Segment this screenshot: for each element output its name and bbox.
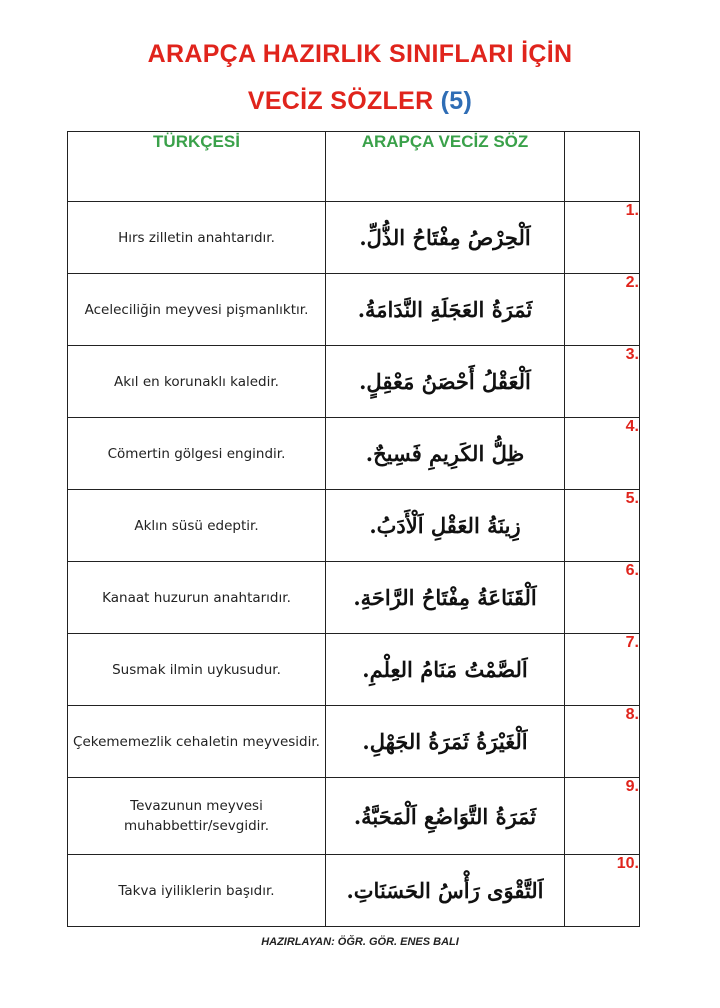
column-header-number xyxy=(565,132,640,202)
row-number: 6. xyxy=(565,562,640,634)
turkish-cell: Susmak ilmin uykusudur. xyxy=(68,634,326,706)
arabic-cell: ثَمَرَةُ التَّوَاضُعِ اَلْمَحَبَّةُ. xyxy=(326,778,565,855)
table-header-row xyxy=(68,132,640,202)
turkish-cell: Akıl en korunaklı kaledir. xyxy=(68,346,326,418)
table-row xyxy=(68,274,640,346)
arabic-cell: زِينَةُ العَقْلِ اَلْأَدَبُ. xyxy=(326,490,565,562)
column-header-arabic: ARAPÇA VECİZ SÖZ xyxy=(326,132,565,202)
title-text-line-1: ARAPÇA HAZIRLIK SINIFLARI İÇİN xyxy=(147,40,573,68)
sayings-table xyxy=(67,131,640,927)
arabic-cell: اَلصَّمْتُ مَنَامُ العِلْمِ. xyxy=(326,634,565,706)
table-row xyxy=(68,778,640,855)
table-row xyxy=(68,418,640,490)
table-row xyxy=(68,855,640,927)
arabic-cell: اَلْقَنَاعَةُ مِفْتَاحُ الرَّاحَةِ. xyxy=(326,562,565,634)
author-credit: HAZIRLAYAN: ÖĞR. GÖR. ENES BALI xyxy=(261,936,459,948)
page-title-line-1 xyxy=(0,40,720,69)
turkish-cell: Takva iyiliklerin başıdır. xyxy=(68,855,326,927)
arabic-cell: اَلتَّقْوَى رَأْسُ الحَسَنَاتِ. xyxy=(326,855,565,927)
title-text-line-2: VECİZ SÖZLER xyxy=(247,87,434,115)
row-number: 4. xyxy=(565,418,640,490)
arabic-cell: ثَمَرَةُ العَجَلَةِ النَّدَامَةُ. xyxy=(326,274,565,346)
row-number: 3. xyxy=(565,346,640,418)
turkish-cell: Aklın süsü edeptir. xyxy=(68,490,326,562)
row-number: 8. xyxy=(565,706,640,778)
turkish-cell: Cömertin gölgesi engindir. xyxy=(68,418,326,490)
row-number: 5. xyxy=(565,490,640,562)
row-number: 10. xyxy=(565,855,640,927)
table-row xyxy=(68,634,640,706)
arabic-cell: ظِلُّ الكَرِيمِ فَسِيحٌ. xyxy=(326,418,565,490)
row-number: 1. xyxy=(565,202,640,274)
column-header-turkish: TÜRKÇESİ xyxy=(68,132,326,202)
arabic-cell: اَلْعَقْلُ أَحْصَنُ مَعْقِلٍ. xyxy=(326,346,565,418)
turkish-cell: Çekememezlik cehaletin meyvesidir. xyxy=(68,706,326,778)
turkish-cell: Aceleciliğin meyvesi pişmanlıktır. xyxy=(68,274,326,346)
table-row xyxy=(68,346,640,418)
row-number: 7. xyxy=(565,634,640,706)
page-title-line-2 xyxy=(0,87,720,116)
arabic-cell: اَلْغَيْرَةُ ثَمَرَةُ الجَهْلِ. xyxy=(326,706,565,778)
row-number: 2. xyxy=(565,274,640,346)
table-row xyxy=(68,562,640,634)
table-row xyxy=(68,202,640,274)
arabic-cell: اَلْحِرْصُ مِفْتَاحُ الذُّلِّ. xyxy=(326,202,565,274)
row-number: 9. xyxy=(565,778,640,855)
turkish-cell: Tevazunun meyvesi muhabbettir/sevgidir. xyxy=(68,778,326,855)
title-number: (5) xyxy=(440,87,473,115)
turkish-cell: Kanaat huzurun anahtarıdır. xyxy=(68,562,326,634)
turkish-cell: Hırs zilletin anahtarıdır. xyxy=(68,202,326,274)
table-row xyxy=(68,490,640,562)
table-row xyxy=(68,706,640,778)
